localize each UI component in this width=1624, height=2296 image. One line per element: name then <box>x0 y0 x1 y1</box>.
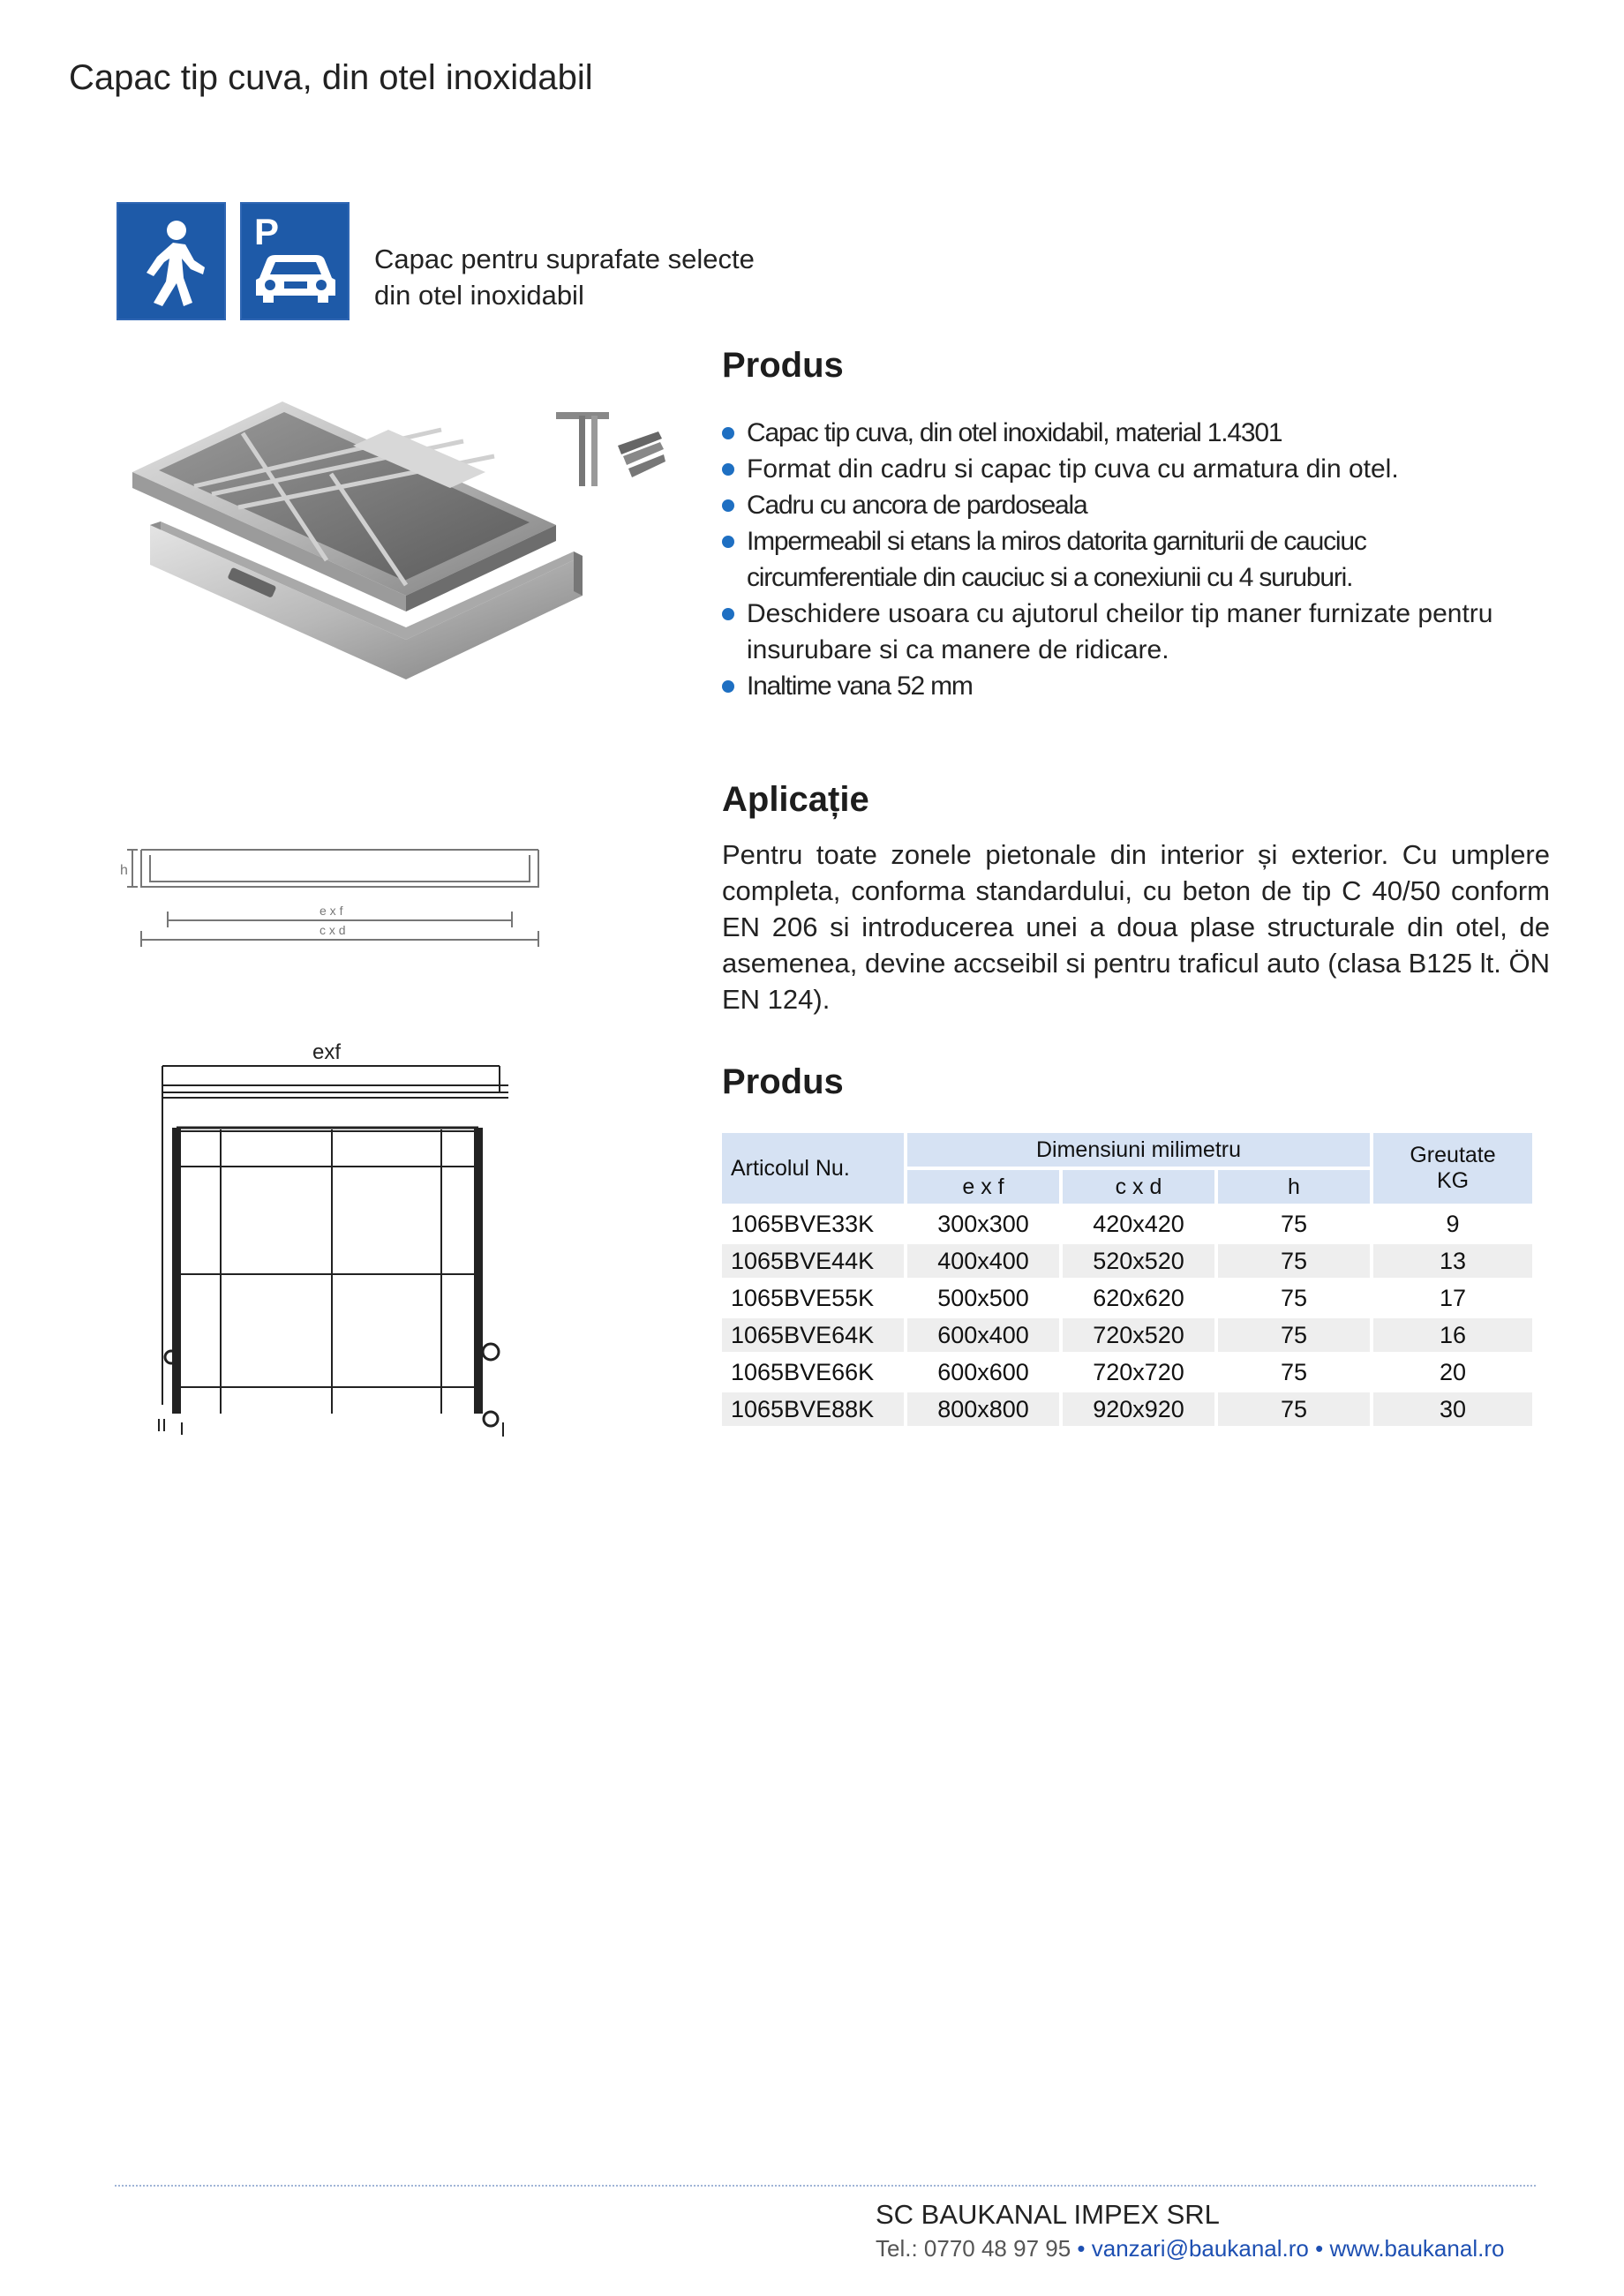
bullet-dot <box>722 608 734 620</box>
list-item: Capac tip cuva, din otel inoxidabil, material 1.4301 <box>722 415 1569 451</box>
application-heading: Aplicație <box>722 780 869 819</box>
table-heading: Produs <box>722 1062 844 1101</box>
dim-label-h: h <box>120 863 128 878</box>
product-bullet-list <box>722 415 1569 704</box>
spec-table-wrapper <box>718 1129 1536 1429</box>
bullet-dot <box>722 680 734 693</box>
application-text: Pentru toate zonele pietonale din interior și exterior. Cu umplere completa, conforma standardului, cu beton de tip C 40/50 conform EN 206 si introducerea unei a doua plase structurale din otel, de asemenea, devine accseibil si pentru traficul auto (clasa B125 lt. ÖN EN 124). <box>722 839 1550 1015</box>
table-header-article: Articolul Nu. <box>722 1133 904 1204</box>
table-header-cxd: c x d <box>1063 1170 1214 1204</box>
product-heading: Produs <box>722 346 844 385</box>
spec-table <box>718 1129 1536 1429</box>
table-row: 1065BVE66K 600x600 720x720 75 20 <box>731 1358 1467 1385</box>
parking-car-icon <box>240 202 350 320</box>
phone: Tel.: 0770 48 97 95 <box>876 2235 1071 2262</box>
website-link[interactable]: www.baukanal.ro <box>1329 2235 1505 2262</box>
separator: • <box>1077 2235 1086 2262</box>
table-row: 1065BVE33K 300x300 420x420 75 9 <box>731 1210 1460 1237</box>
table-row: 1065BVE64K 600x400 720x520 75 16 <box>722 1318 1532 1352</box>
plan-drawing <box>150 1034 521 1453</box>
list-item: Deschidere usoara cu ajutorul cheilor tip maner furnizate pentru insurubare si ca manere de ridicare. <box>722 596 1523 668</box>
bullet-dot <box>722 427 734 439</box>
parking-letter: P <box>254 211 280 252</box>
table-header-exf: e x f <box>907 1170 1059 1204</box>
dim-label-exf: exf <box>312 1040 342 1064</box>
dim-label-cxd-small: c x d <box>320 923 346 937</box>
table-header-h: h <box>1218 1170 1370 1204</box>
footer-divider <box>115 2185 1536 2187</box>
table-row: 1065BVE44K 400x400 520x520 75 13 <box>722 1244 1532 1278</box>
table-header-dimensions: Dimensiuni milimetru <box>907 1133 1370 1167</box>
list-item: Inaltime vana 52 mm <box>722 668 1569 704</box>
intro-line-2: din otel inoxidabil <box>374 280 584 311</box>
intro-line-1: Capac pentru suprafate selecte <box>374 244 755 274</box>
separator: • <box>1315 2235 1324 2262</box>
intro-text <box>374 241 755 313</box>
bullet-dot <box>722 499 734 512</box>
list-item: Cadru cu ancora de pardoseala <box>722 487 1569 523</box>
list-item: Format din cadru si capac tip cuva cu armatura din otel. <box>722 451 1400 487</box>
bullet-dot <box>722 536 734 548</box>
table-row: 1065BVE88K 800x800 920x920 75 30 <box>722 1392 1532 1426</box>
page-title: Capac tip cuva, din otel inoxidabil <box>69 58 593 97</box>
product-photo <box>115 375 697 715</box>
list-item: Impermeabil si etans la miros datorita garniturii de cauciuc circumferentiale din cauciuc si a conexiunii cu 4 suruburi. <box>722 523 1417 596</box>
contact-line <box>876 2235 1504 2262</box>
section-drawing <box>115 843 547 962</box>
table-row: 1065BVE55K 500x500 620x620 75 17 <box>731 1284 1467 1311</box>
email-link[interactable]: vanzari@baukanal.ro <box>1091 2235 1309 2262</box>
dim-label-exf-small: e x f <box>320 904 343 918</box>
bullet-dot <box>722 463 734 476</box>
pedestrian-icon <box>117 202 226 320</box>
company-name: SC BAUKANAL IMPEX SRL <box>876 2199 1220 2230</box>
table-header-weight: Greutate KG <box>1373 1133 1532 1204</box>
